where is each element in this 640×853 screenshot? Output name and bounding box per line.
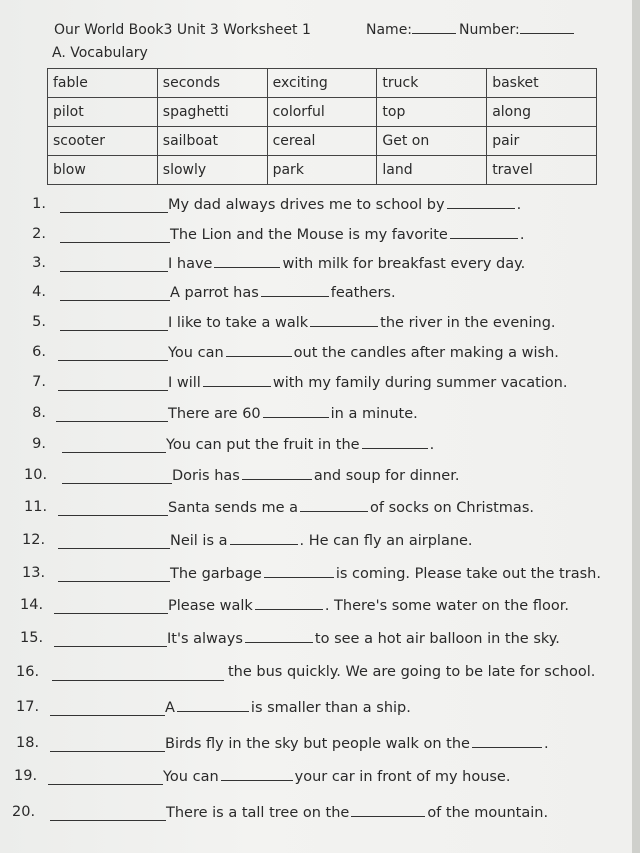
- fill-in-gap[interactable]: [242, 467, 312, 480]
- sentence-text: of the mountain.: [427, 805, 549, 821]
- answer-blank[interactable]: [52, 664, 224, 681]
- vocab-word: slowly: [157, 156, 267, 185]
- sentence-text: My dad always drives me to school by: [168, 197, 445, 213]
- vocab-word: pilot: [48, 98, 158, 127]
- question-item: [0, 565, 632, 587]
- question-sentence: [172, 467, 459, 484]
- question-sentence: [165, 699, 411, 716]
- fill-in-gap[interactable]: [230, 532, 298, 545]
- number-label: Number:: [459, 22, 520, 38]
- question-item: [0, 405, 632, 427]
- sentence-text: in a minute.: [330, 406, 418, 422]
- question-sentence: [168, 314, 556, 331]
- question-number: 6.: [32, 344, 46, 360]
- question-item: [0, 699, 632, 721]
- worksheet-header: [54, 22, 614, 42]
- sentence-text: Please walk: [168, 598, 253, 614]
- answer-blank[interactable]: [56, 405, 168, 422]
- question-number: 14.: [20, 597, 44, 613]
- sentence-text: Birds fly in the sky but people walk on the: [165, 736, 470, 752]
- sentence-text: the bus quickly. We are going to be late for school.: [228, 664, 596, 680]
- vocab-word: along: [487, 98, 597, 127]
- sentence-text: out the candles after making a wish.: [293, 345, 559, 361]
- answer-blank[interactable]: [54, 597, 168, 614]
- section-title: A. Vocabulary: [52, 45, 148, 61]
- vocab-word: travel: [487, 156, 597, 185]
- question-sentence: [168, 499, 534, 516]
- answer-blank[interactable]: [60, 314, 168, 331]
- question-number: 4.: [32, 284, 46, 300]
- sentence-text: I have: [168, 256, 213, 272]
- question-number: 13.: [22, 565, 46, 581]
- vocabulary-table: [47, 68, 597, 185]
- question-sentence: [168, 255, 525, 272]
- answer-blank[interactable]: [62, 436, 166, 453]
- vocab-row: [48, 98, 597, 127]
- name-blank: [412, 33, 456, 34]
- sentence-text: . He can fly an airplane.: [299, 533, 473, 549]
- sentence-text: Neil is a: [170, 533, 228, 549]
- question-number: 8.: [32, 405, 46, 421]
- answer-blank[interactable]: [58, 499, 168, 516]
- vocab-word: seconds: [157, 69, 267, 98]
- fill-in-gap[interactable]: [203, 374, 271, 387]
- vocab-row: [48, 69, 597, 98]
- fill-in-gap[interactable]: [450, 226, 518, 239]
- question-sentence: [166, 804, 548, 821]
- question-sentence: [170, 226, 524, 243]
- sentence-text: You can: [163, 769, 219, 785]
- question-number: 12.: [22, 532, 46, 548]
- question-sentence: [228, 664, 595, 680]
- question-sentence: [168, 196, 521, 213]
- sentence-text: and soup for dinner.: [313, 468, 460, 484]
- fill-in-gap[interactable]: [310, 314, 378, 327]
- question-item: [0, 436, 632, 458]
- answer-blank[interactable]: [58, 374, 168, 391]
- vocab-word: pair: [487, 127, 597, 156]
- answer-blank[interactable]: [58, 532, 170, 549]
- sentence-text: I like to take a walk: [168, 315, 309, 331]
- question-sentence: [167, 630, 560, 647]
- fill-in-gap[interactable]: [177, 699, 249, 712]
- question-number: 1.: [32, 196, 46, 212]
- vocab-word: park: [267, 156, 377, 185]
- question-sentence: [168, 597, 569, 614]
- question-item: [0, 344, 632, 366]
- answer-blank[interactable]: [54, 630, 167, 647]
- sentence-text: of socks on Christmas.: [370, 500, 534, 516]
- number-field: [459, 22, 574, 38]
- question-number: 10.: [24, 467, 48, 483]
- sentence-text: You can put the fruit in the: [166, 437, 360, 453]
- vocab-word: basket: [487, 69, 597, 98]
- question-item: [0, 664, 632, 686]
- answer-blank[interactable]: [58, 565, 170, 582]
- question-item: [0, 374, 632, 396]
- vocab-row: [48, 127, 597, 156]
- sentence-text: You can: [168, 345, 224, 361]
- question-item: [0, 532, 632, 554]
- question-number: 16.: [16, 664, 40, 680]
- vocab-word: Get on: [377, 127, 487, 156]
- question-number: 11.: [24, 499, 48, 515]
- fill-in-gap[interactable]: [362, 436, 428, 449]
- sentence-text: There are 60: [168, 406, 261, 422]
- vocab-row: [48, 156, 597, 185]
- sentence-text: your car in front of my house.: [294, 769, 511, 785]
- question-sentence: [168, 344, 559, 361]
- sentence-text: Santa sends me a: [168, 500, 299, 516]
- sentence-text: It's always: [167, 631, 243, 647]
- answer-blank[interactable]: [62, 467, 172, 484]
- question-item: [0, 768, 632, 790]
- question-number: 20.: [12, 804, 36, 820]
- fill-in-gap[interactable]: [245, 630, 313, 643]
- question-sentence: [165, 735, 549, 752]
- vocab-word: scooter: [48, 127, 158, 156]
- worksheet-title: Our World Book3 Unit 3 Worksheet 1: [54, 22, 311, 38]
- sentence-text: feathers.: [330, 285, 396, 301]
- fill-in-gap[interactable]: [263, 405, 329, 418]
- fill-in-gap[interactable]: [214, 255, 280, 268]
- sentence-text: is smaller than a ship.: [250, 700, 411, 716]
- question-sentence: [163, 768, 510, 785]
- question-sentence: [166, 436, 434, 453]
- sentence-text: .: [429, 437, 435, 453]
- answer-blank[interactable]: [50, 699, 165, 716]
- fill-in-gap[interactable]: [447, 196, 515, 209]
- question-sentence: [168, 374, 567, 391]
- answer-blank[interactable]: [48, 768, 163, 785]
- question-item: [0, 255, 632, 277]
- answer-blank[interactable]: [60, 226, 170, 243]
- sentence-text: to see a hot air balloon in the sky.: [314, 631, 560, 647]
- sentence-text: A: [165, 700, 175, 716]
- question-item: [0, 804, 632, 826]
- fill-in-gap[interactable]: [300, 499, 368, 512]
- vocab-word: sailboat: [157, 127, 267, 156]
- question-item: [0, 499, 632, 521]
- sentence-text: the river in the evening.: [380, 315, 556, 331]
- name-label: Name:: [366, 22, 413, 38]
- fill-in-gap[interactable]: [226, 344, 292, 357]
- sentence-text: . There's some water on the floor.: [324, 598, 569, 614]
- sentence-text: Doris has: [172, 468, 240, 484]
- fill-in-gap[interactable]: [264, 565, 334, 578]
- question-item: [0, 196, 632, 218]
- sentence-text: .: [519, 227, 525, 243]
- fill-in-gap[interactable]: [255, 597, 323, 610]
- vocab-word: colorful: [267, 98, 377, 127]
- answer-blank[interactable]: [60, 255, 168, 272]
- sentence-text: The garbage: [170, 566, 262, 582]
- vocab-word: spaghetti: [157, 98, 267, 127]
- answer-blank[interactable]: [60, 284, 170, 301]
- fill-in-gap[interactable]: [261, 284, 329, 297]
- answer-blank[interactable]: [50, 804, 166, 821]
- fill-in-gap[interactable]: [221, 768, 293, 781]
- question-sentence: [170, 532, 473, 549]
- question-number: 5.: [32, 314, 46, 330]
- vocab-word: land: [377, 156, 487, 185]
- question-sentence: [170, 284, 396, 301]
- vocab-word: top: [377, 98, 487, 127]
- question-item: [0, 597, 632, 619]
- answer-blank[interactable]: [58, 344, 168, 361]
- sentence-text: The Lion and the Mouse is my favorite: [170, 227, 448, 243]
- answer-blank[interactable]: [50, 735, 165, 752]
- sentence-text: with my family during summer vacation.: [272, 375, 568, 391]
- question-number: 3.: [32, 255, 46, 271]
- name-field: [366, 22, 456, 38]
- question-sentence: [168, 405, 418, 422]
- question-item: [0, 226, 632, 248]
- sentence-text: is coming. Please take out the trash.: [335, 566, 601, 582]
- question-number: 17.: [16, 699, 40, 715]
- answer-blank[interactable]: [60, 196, 168, 213]
- vocab-word: fable: [48, 69, 158, 98]
- question-number: 2.: [32, 226, 46, 242]
- question-number: 7.: [32, 374, 46, 390]
- sentence-text: There is a tall tree on the: [166, 805, 350, 821]
- question-sentence: [170, 565, 601, 582]
- vocab-word: exciting: [267, 69, 377, 98]
- question-number: 19.: [14, 768, 38, 784]
- question-item: [0, 284, 632, 306]
- sentence-text: I will: [168, 375, 201, 391]
- fill-in-gap[interactable]: [472, 735, 542, 748]
- vocab-word: truck: [377, 69, 487, 98]
- question-item: [0, 314, 632, 336]
- question-item: [0, 735, 632, 757]
- question-number: 9.: [32, 436, 46, 452]
- question-number: 18.: [16, 735, 40, 751]
- sentence-text: with milk for breakfast every day.: [282, 256, 526, 272]
- question-item: [0, 467, 632, 489]
- sentence-text: A parrot has: [170, 285, 259, 301]
- sentence-text: .: [516, 197, 522, 213]
- fill-in-gap[interactable]: [351, 804, 425, 817]
- question-number: 15.: [20, 630, 44, 646]
- question-item: [0, 630, 632, 652]
- vocab-word: cereal: [267, 127, 377, 156]
- sentence-text: .: [543, 736, 549, 752]
- number-blank: [520, 33, 574, 34]
- vocab-word: blow: [48, 156, 158, 185]
